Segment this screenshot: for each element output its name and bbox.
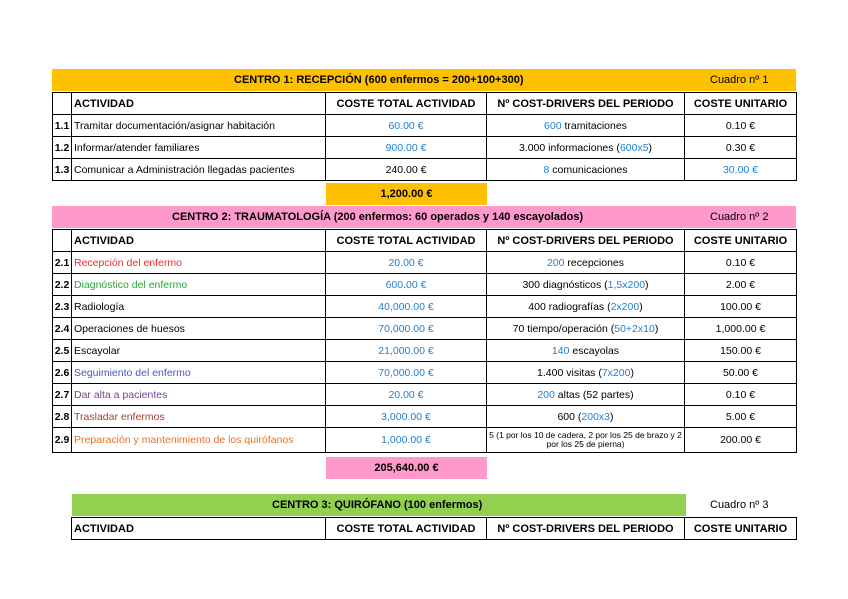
coste-cell: 20.00 € [326,384,487,406]
table-row [53,384,797,406]
row-number: 1.2 [53,137,72,159]
coste-unitario-header: COSTE UNITARIO [685,230,797,252]
unitario-cell: 30.00 € [685,159,797,181]
centro3-header-band [72,494,686,516]
centro3-title: CENTRO 3: QUIRÓFANO (100 enfermos) [272,499,483,511]
centro1-table [52,92,797,181]
unitario-cell: 0.10 € [685,252,797,274]
unitario-cell: 0.10 € [685,384,797,406]
unitario-cell: 150.00 € [685,340,797,362]
actividad-header: ACTIVIDAD [72,230,326,252]
centro2-title: CENTRO 2: TRAUMATOLOGÍA (200 enfermos: 60 operados y 140 escayolados) [172,211,584,223]
drivers-cell [487,384,685,406]
cost-drivers-header: Nº COST-DRIVERS DEL PERIODO [487,93,685,115]
table-row [53,428,797,453]
centro1-total: 1,200.00 € [326,183,487,205]
drivers-formula: 2x200 [610,300,640,313]
unitario-cell: 5.00 € [685,406,797,428]
centro3-header-row [72,518,797,540]
table-row [53,159,797,181]
row-number: 2.1 [53,252,72,274]
actividad-cell: Preparación y mantenimiento de los quirófanos [72,428,326,453]
coste-cell: 70,000.00 € [326,362,487,384]
drivers-formula: 200x3 [581,410,611,423]
row-number: 1.3 [53,159,72,181]
actividad-cell: Diagnóstico del enfermo [72,274,326,296]
coste-cell: 900.00 € [326,137,487,159]
unitario-cell: 0.10 € [685,115,797,137]
table-row [53,318,797,340]
row-number: 2.5 [53,340,72,362]
drivers-cell [487,296,685,318]
centro3-table [71,517,797,540]
row-number: 2.7 [53,384,72,406]
drivers-text: tramitaciones [561,119,627,132]
drivers-close: ) [648,141,653,154]
cost-drivers-header: Nº COST-DRIVERS DEL PERIODO [487,230,685,252]
table-row [53,274,797,296]
coste-unitario-header: COSTE UNITARIO [685,93,797,115]
drivers-cell [487,115,685,137]
drivers-cell [487,252,685,274]
drivers-text: 600 ( [557,410,582,423]
actividad-cell: Seguimiento del enfermo [72,362,326,384]
drivers-text: 5 (1 por los 10 de cadera, 2 por los 25 de brazo y 2 por los 25 de pierna) [489,430,682,449]
drivers-cell [487,159,685,181]
drivers-text: 3.000 informaciones ( [518,141,620,154]
actividad-cell: Recepción del enfermo [72,252,326,274]
table-row [53,362,797,384]
coste-cell: 21,000.00 € [326,340,487,362]
drivers-close: ) [630,366,634,379]
centro1-header-band [52,69,796,91]
table-row [53,252,797,274]
centro2-header-band [52,206,796,228]
drivers-highlight: 200 [546,256,565,269]
drivers-highlight: 200 [537,388,555,401]
centro2-cuadro-label: Cuadro nº 2 [710,211,769,223]
drivers-cell [487,274,685,296]
drivers-text: 70 tiempo/operación ( [512,322,615,335]
drivers-text: 1.400 visitas ( [537,366,602,379]
actividad-cell: Tramitar documentación/asignar habitación [72,115,326,137]
drivers-text: altas (52 partes) [554,388,634,401]
coste-total-header: COSTE TOTAL ACTIVIDAD [326,230,487,252]
centro2-table [52,229,797,453]
actividad-header: ACTIVIDAD [72,93,326,115]
drivers-highlight: 600 [544,119,562,132]
row-number: 2.4 [53,318,72,340]
centro1-header-row [53,93,797,115]
drivers-text: 300 diagnósticos ( [522,278,608,291]
table-row [53,406,797,428]
centro1-title: CENTRO 1: RECEPCIÓN (600 enfermos = 200+100+300) [234,74,524,86]
centro2-total: 205,640.00 € [326,457,487,479]
drivers-text: recepciones [564,256,625,269]
coste-cell: 40,000.00 € [326,296,487,318]
drivers-text: 400 radiografías ( [528,300,611,313]
unitario-cell: 1,000.00 € [685,318,797,340]
centro3-cuadro-label: Cuadro nº 3 [710,499,769,511]
centro1-cuadro-label: Cuadro nº 1 [710,74,769,86]
actividad-cell: Comunicar a Administración llegadas pacientes [72,159,326,181]
row-number: 1.1 [53,115,72,137]
coste-total-header: COSTE TOTAL ACTIVIDAD [326,518,487,540]
row-number: 2.3 [53,296,72,318]
drivers-close: ) [610,410,614,423]
drivers-close: ) [654,322,659,335]
unitario-cell: 100.00 € [685,296,797,318]
coste-cell: 600.00 € [326,274,487,296]
drivers-cell [487,340,685,362]
actividad-cell: Informar/atender familiares [72,137,326,159]
coste-cell: 60.00 € [326,115,487,137]
actividad-cell: Trasladar enfermos [72,406,326,428]
row-number: 2.9 [53,428,72,453]
table-row [53,115,797,137]
actividad-cell: Dar alta a pacientes [72,384,326,406]
drivers-cell [487,428,685,453]
num-header [53,93,72,115]
drivers-highlight: 8 [543,163,550,176]
drivers-cell [487,406,685,428]
drivers-text: escayolas [569,344,620,357]
drivers-cell [487,362,685,384]
unitario-cell: 2.00 € [685,274,797,296]
drivers-formula: 50+2x10 [614,322,655,335]
coste-cell: 20.00 € [326,252,487,274]
row-number: 2.6 [53,362,72,384]
coste-cell: 240.00 € [326,159,487,181]
centro2-header-row [53,230,797,252]
coste-cell: 3,000.00 € [326,406,487,428]
coste-cell: 70,000.00 € [326,318,487,340]
coste-cell: 1,000.00 € [326,428,487,453]
unitario-cell: 200.00 € [685,428,797,453]
row-number: 2.8 [53,406,72,428]
drivers-cell [487,137,685,159]
drivers-highlight: 140 [551,344,570,357]
unitario-cell: 0.30 € [685,137,797,159]
num-header [53,230,72,252]
actividad-cell: Radiología [72,296,326,318]
actividad-cell: Escayolar [72,340,326,362]
drivers-text: comunicaciones [549,163,628,176]
table-row [53,340,797,362]
actividad-cell: Operaciones de huesos [72,318,326,340]
actividad-header: ACTIVIDAD [72,518,326,540]
drivers-close: ) [639,300,643,313]
table-row [53,137,797,159]
coste-unitario-header: COSTE UNITARIO [685,518,797,540]
row-number: 2.2 [53,274,72,296]
cost-drivers-header: Nº COST-DRIVERS DEL PERIODO [487,518,685,540]
table-row [53,296,797,318]
drivers-cell [487,318,685,340]
drivers-formula: 1,5x200 [607,278,646,291]
drivers-formula: 7x200 [601,366,631,379]
coste-total-header: COSTE TOTAL ACTIVIDAD [326,93,487,115]
unitario-cell: 50.00 € [685,362,797,384]
drivers-formula: 600x5 [619,141,649,154]
drivers-close: ) [645,278,649,291]
